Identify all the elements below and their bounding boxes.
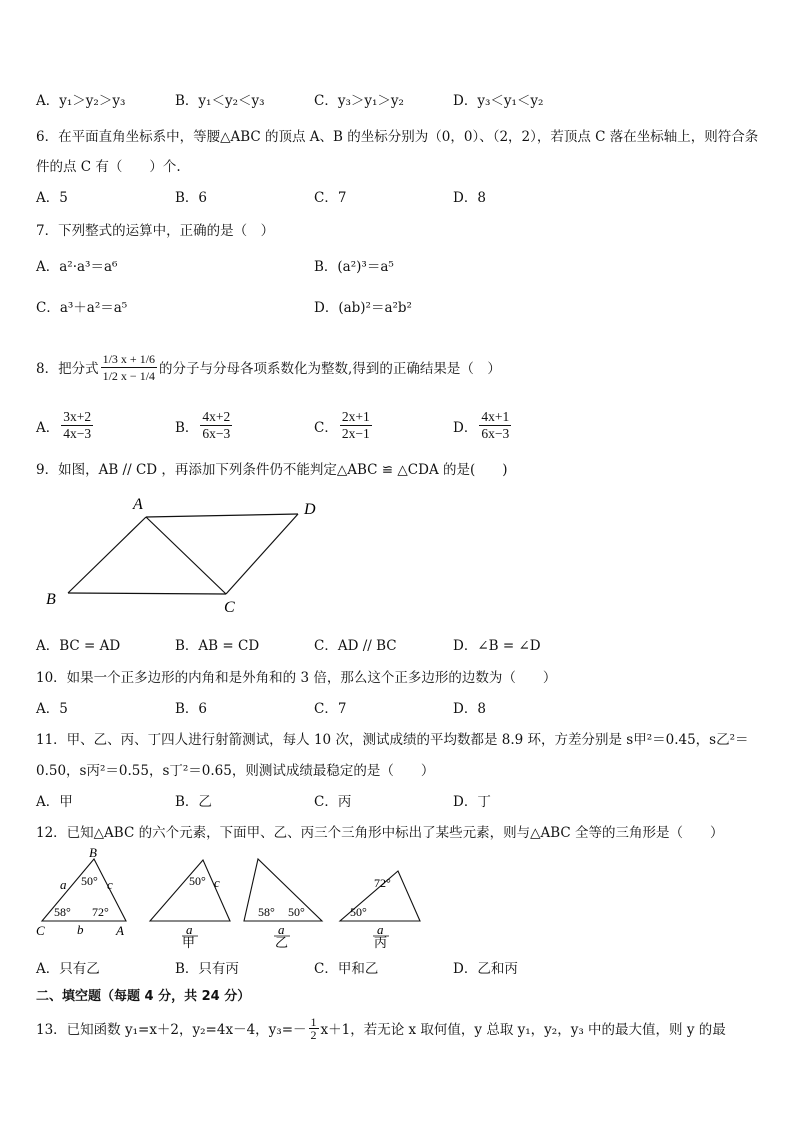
q9-option-b: B．AB = CD: [175, 638, 260, 654]
q11-option-c: C．丙: [314, 794, 352, 810]
q6-option-d: D．8: [453, 190, 486, 206]
q12-option-d: D．乙和丙: [453, 961, 518, 977]
bing-angle2: 50°: [350, 905, 367, 919]
q8-option-b-num: 4x+2: [202, 409, 231, 424]
bing-name: 丙: [374, 935, 388, 950]
q9-option-a: A．BC = AD: [36, 638, 121, 654]
vertex-b: B: [89, 845, 97, 860]
q6-option-b: B．6: [175, 190, 208, 206]
q8-option-d-num: 4x+1: [481, 409, 510, 424]
q13-suffix: x＋1，若无论 x 取何值，y 总取 y₁，y₂，y₃ 中的最大值，则 y 的最: [320, 1022, 726, 1038]
q6-option-c: C．7: [314, 190, 347, 206]
q8-option-b-label: B．: [175, 419, 199, 436]
jia-side-c: c: [214, 875, 220, 890]
q8-option-a-label: A．: [36, 419, 60, 436]
q12-triangles-figure: [34, 843, 434, 951]
yi-name: 乙: [275, 935, 289, 950]
q13-frac-num: 1: [310, 1014, 317, 1029]
q8-option-b: [175, 409, 234, 442]
q8-frac-denominator: 1/2 x − 1/4: [102, 368, 156, 383]
jia-name: 甲: [182, 935, 196, 950]
side-c: c: [107, 877, 113, 892]
q9-option-c: C．AD // BC: [314, 638, 397, 654]
triangle-jia: [150, 860, 230, 950]
triangle-bing: [340, 871, 420, 950]
q6-stem-line2: 件的点 C 有（ ）个.: [36, 159, 181, 175]
q8-stem: [36, 330, 501, 404]
q8-frac-numerator: 1/3 x + 1/6: [102, 351, 156, 366]
q11-option-b: B．乙: [175, 794, 212, 810]
q8-option-c-num: 2x+1: [341, 409, 370, 424]
q13-frac-den: 2: [310, 1027, 317, 1042]
q13-prefix: 13．已知函数 y₁=x＋2，y₂=4x－4，y₃=－: [36, 1022, 307, 1038]
angle-b: 50°: [81, 874, 98, 888]
q8-prefix: 8．把分式: [36, 361, 99, 377]
label-a: A: [133, 496, 143, 513]
q7-option-c: C．a³＋a²＝a⁵: [36, 300, 128, 316]
q11-option-a: A．甲: [36, 794, 73, 810]
angle-a: 72°: [92, 905, 109, 919]
q5-option-b: B．y₁＜y₂＜y₃: [175, 93, 265, 109]
q8-option-a-den: 4x−3: [63, 426, 92, 441]
q8-option-d-den: 6x−3: [481, 426, 510, 441]
vertex-a: A: [116, 923, 124, 938]
q7-option-a: A．a²·a³＝a⁶: [36, 259, 118, 275]
q12-stem: 12．已知△ABC 的六个元素，下面甲、乙、丙三个三角形中标出了某些元素，则与△ABC 全等的三角形是（ ）: [36, 825, 724, 841]
q13-fraction: [309, 1016, 319, 1041]
q6-option-a: A．5: [36, 190, 68, 206]
q11-option-d: D．丁: [453, 794, 491, 810]
q12-option-b: B．只有丙: [175, 961, 239, 977]
q8-option-a-num: 3x+2: [63, 409, 92, 424]
q13-stem: [36, 1006, 726, 1050]
q10-option-d: D．8: [453, 701, 486, 717]
q8-complex-fraction: [101, 351, 157, 384]
q6-stem-line1: 6．在平面直角坐标系中，等腰△ABC 的顶点 A、B 的坐标分别为（0，0）、（2，2），若顶点 C 落在坐标轴上，则符合条: [36, 129, 759, 145]
side-a: a: [60, 877, 67, 892]
q7-option-b: B．(a²)³＝a⁵: [314, 259, 394, 275]
label-b: B: [46, 591, 56, 608]
angle-c: 58°: [54, 905, 71, 919]
segment-bc: [68, 593, 226, 594]
triangle-abc: [36, 845, 126, 938]
jia-angle: 50°: [189, 874, 206, 888]
q8-option-a: [36, 409, 95, 442]
q9-option-d: D．∠B = ∠D: [453, 638, 541, 654]
segment-ab: [68, 517, 146, 593]
segment-dc: [226, 514, 298, 594]
q7-stem: 7．下列整式的运算中，正确的是（ ）: [36, 223, 275, 239]
yi-angle2: 50°: [288, 905, 305, 919]
label-d: D: [304, 501, 316, 518]
q7-option-d: D．(ab)²＝a²b²: [314, 300, 412, 316]
q8-option-c: [314, 409, 374, 442]
q9-parallelogram-figure: [40, 490, 330, 620]
yi-angle1: 58°: [258, 905, 275, 919]
q8-suffix: 的分子与分母各项系数化为整数,得到的正确结果是（ ）: [159, 361, 501, 377]
q8-option-d-label: D．: [453, 419, 478, 436]
q12-option-c: C．甲和乙: [314, 961, 379, 977]
q11-stem-line2: 0.50，s丙²＝0.55，s丁²＝0.65，则测试成绩最稳定的是（ ）: [36, 763, 435, 779]
q9-stem: 9．如图，AB // CD ，再添加下列条件仍不能判定△ABC ≌ △CDA 的是( ): [36, 462, 508, 478]
jia-side-a: a: [186, 922, 193, 937]
bing-angle1: 72°: [374, 876, 391, 890]
vertex-c: C: [36, 923, 45, 938]
label-c: C: [224, 599, 235, 616]
q10-option-c: C．7: [314, 701, 347, 717]
side-b: b: [77, 922, 84, 937]
segment-ac: [146, 517, 226, 594]
q10-option-a: A．5: [36, 701, 68, 717]
q8-option-d: [453, 409, 513, 442]
q10-option-b: B．6: [175, 701, 208, 717]
q5-option-a: A．y₁＞y₂＞y₃: [36, 93, 126, 109]
q12-option-a: A．只有乙: [36, 961, 100, 977]
q5-option-d: D．y₃＜y₁＜y₂: [453, 93, 544, 109]
q8-option-c-den: 2x−1: [341, 426, 370, 441]
q10-stem: 10．如果一个正多边形的内角和是外角和的 3 倍，那么这个正多边形的边数为（ ）: [36, 670, 557, 686]
q8-option-c-label: C．: [314, 419, 338, 436]
yi-side-a: a: [278, 922, 285, 937]
triangle-yi: [244, 859, 322, 950]
segment-ad: [146, 514, 298, 517]
section-heading-fill-in: 二、填空题（每题 4 分，共 24 分）: [36, 989, 251, 1004]
bing-side-a: a: [377, 922, 384, 937]
q11-stem-line1: 11．甲、乙、丙、丁四人进行射箭测试，每人 10 次，测试成绩的平均数都是 8.9 环，方差分别是 s甲²＝0.45，s乙²＝: [36, 732, 749, 748]
q5-option-c: C．y₃＞y₁＞y₂: [314, 93, 404, 109]
q8-option-b-den: 6x−3: [202, 426, 231, 441]
